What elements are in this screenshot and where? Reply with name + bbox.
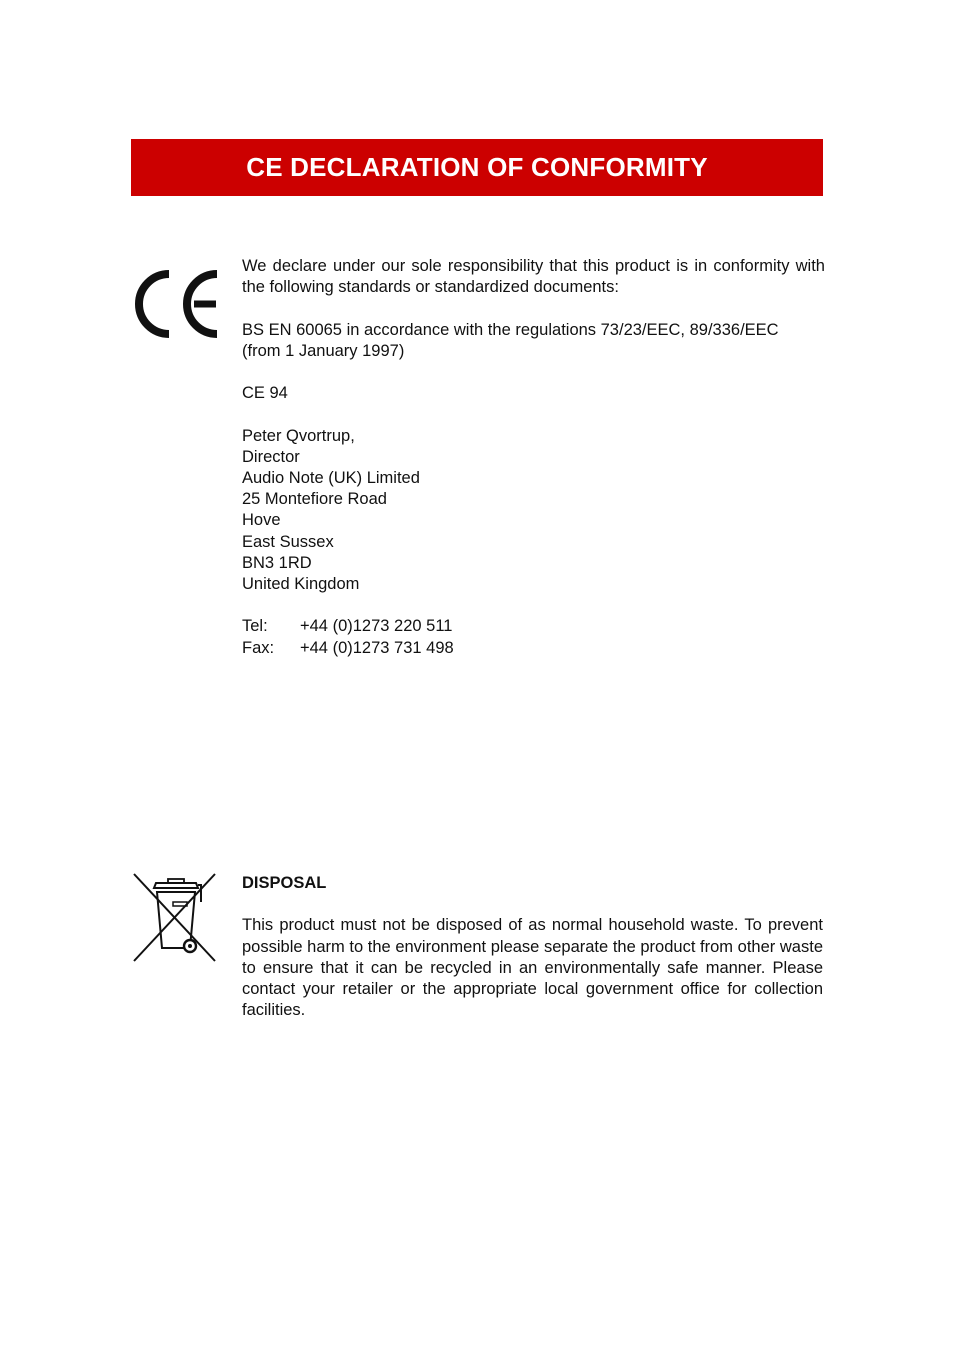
fax-label: Fax: [242,638,275,657]
signatory-address [242,426,825,596]
disposal-heading: DISPOSAL [242,874,327,892]
signatory-name: Peter Qvortrup, [242,426,355,445]
signatory-role: Director [242,447,300,466]
tel-row [242,616,825,637]
declaration-intro: We declare under our sole responsibility that this product is in conformity with the following standards or standardized documents: [242,257,825,297]
company-name: Audio Note (UK) Limited [242,468,420,487]
standards-paragraph [242,320,825,362]
address-town: Hove [242,511,281,530]
title-banner [131,139,823,196]
address-country: United Kingdom [242,575,360,593]
tel-label: Tel: [242,617,268,636]
ce-mark-icon [134,268,224,340]
fax-row [242,638,825,659]
contact-details [242,616,825,658]
tel-value: +44 (0)1273 220 511 [300,617,453,636]
declaration-section [242,256,825,659]
ce-code: CE 94 [242,384,288,403]
standard-line: BS EN 60065 in accordance with the regulations 73/23/EEC, 89/336/EEC [242,320,779,339]
disposal-section [242,873,823,1021]
address-street: 25 Montefiore Road [242,490,387,509]
fax-value: +44 (0)1273 731 498 [300,638,454,657]
disposal-text: This product must not be disposed of as normal household waste. To prevent possible harm to the environment please separate the product from other waste to ensure that it can be recycled in an environmentally safe manner. Please contact your retailer or the appropriate local government office for collection facilities. [242,916,823,1020]
address-county: East Sussex [242,532,334,551]
crossed-out-wheelie-bin-icon [132,872,217,964]
page-title: CE DECLARATION OF CONFORMITY [246,152,708,182]
standard-date: (from 1 January 1997) [242,341,405,360]
address-postcode: BN3 1RD [242,553,312,572]
